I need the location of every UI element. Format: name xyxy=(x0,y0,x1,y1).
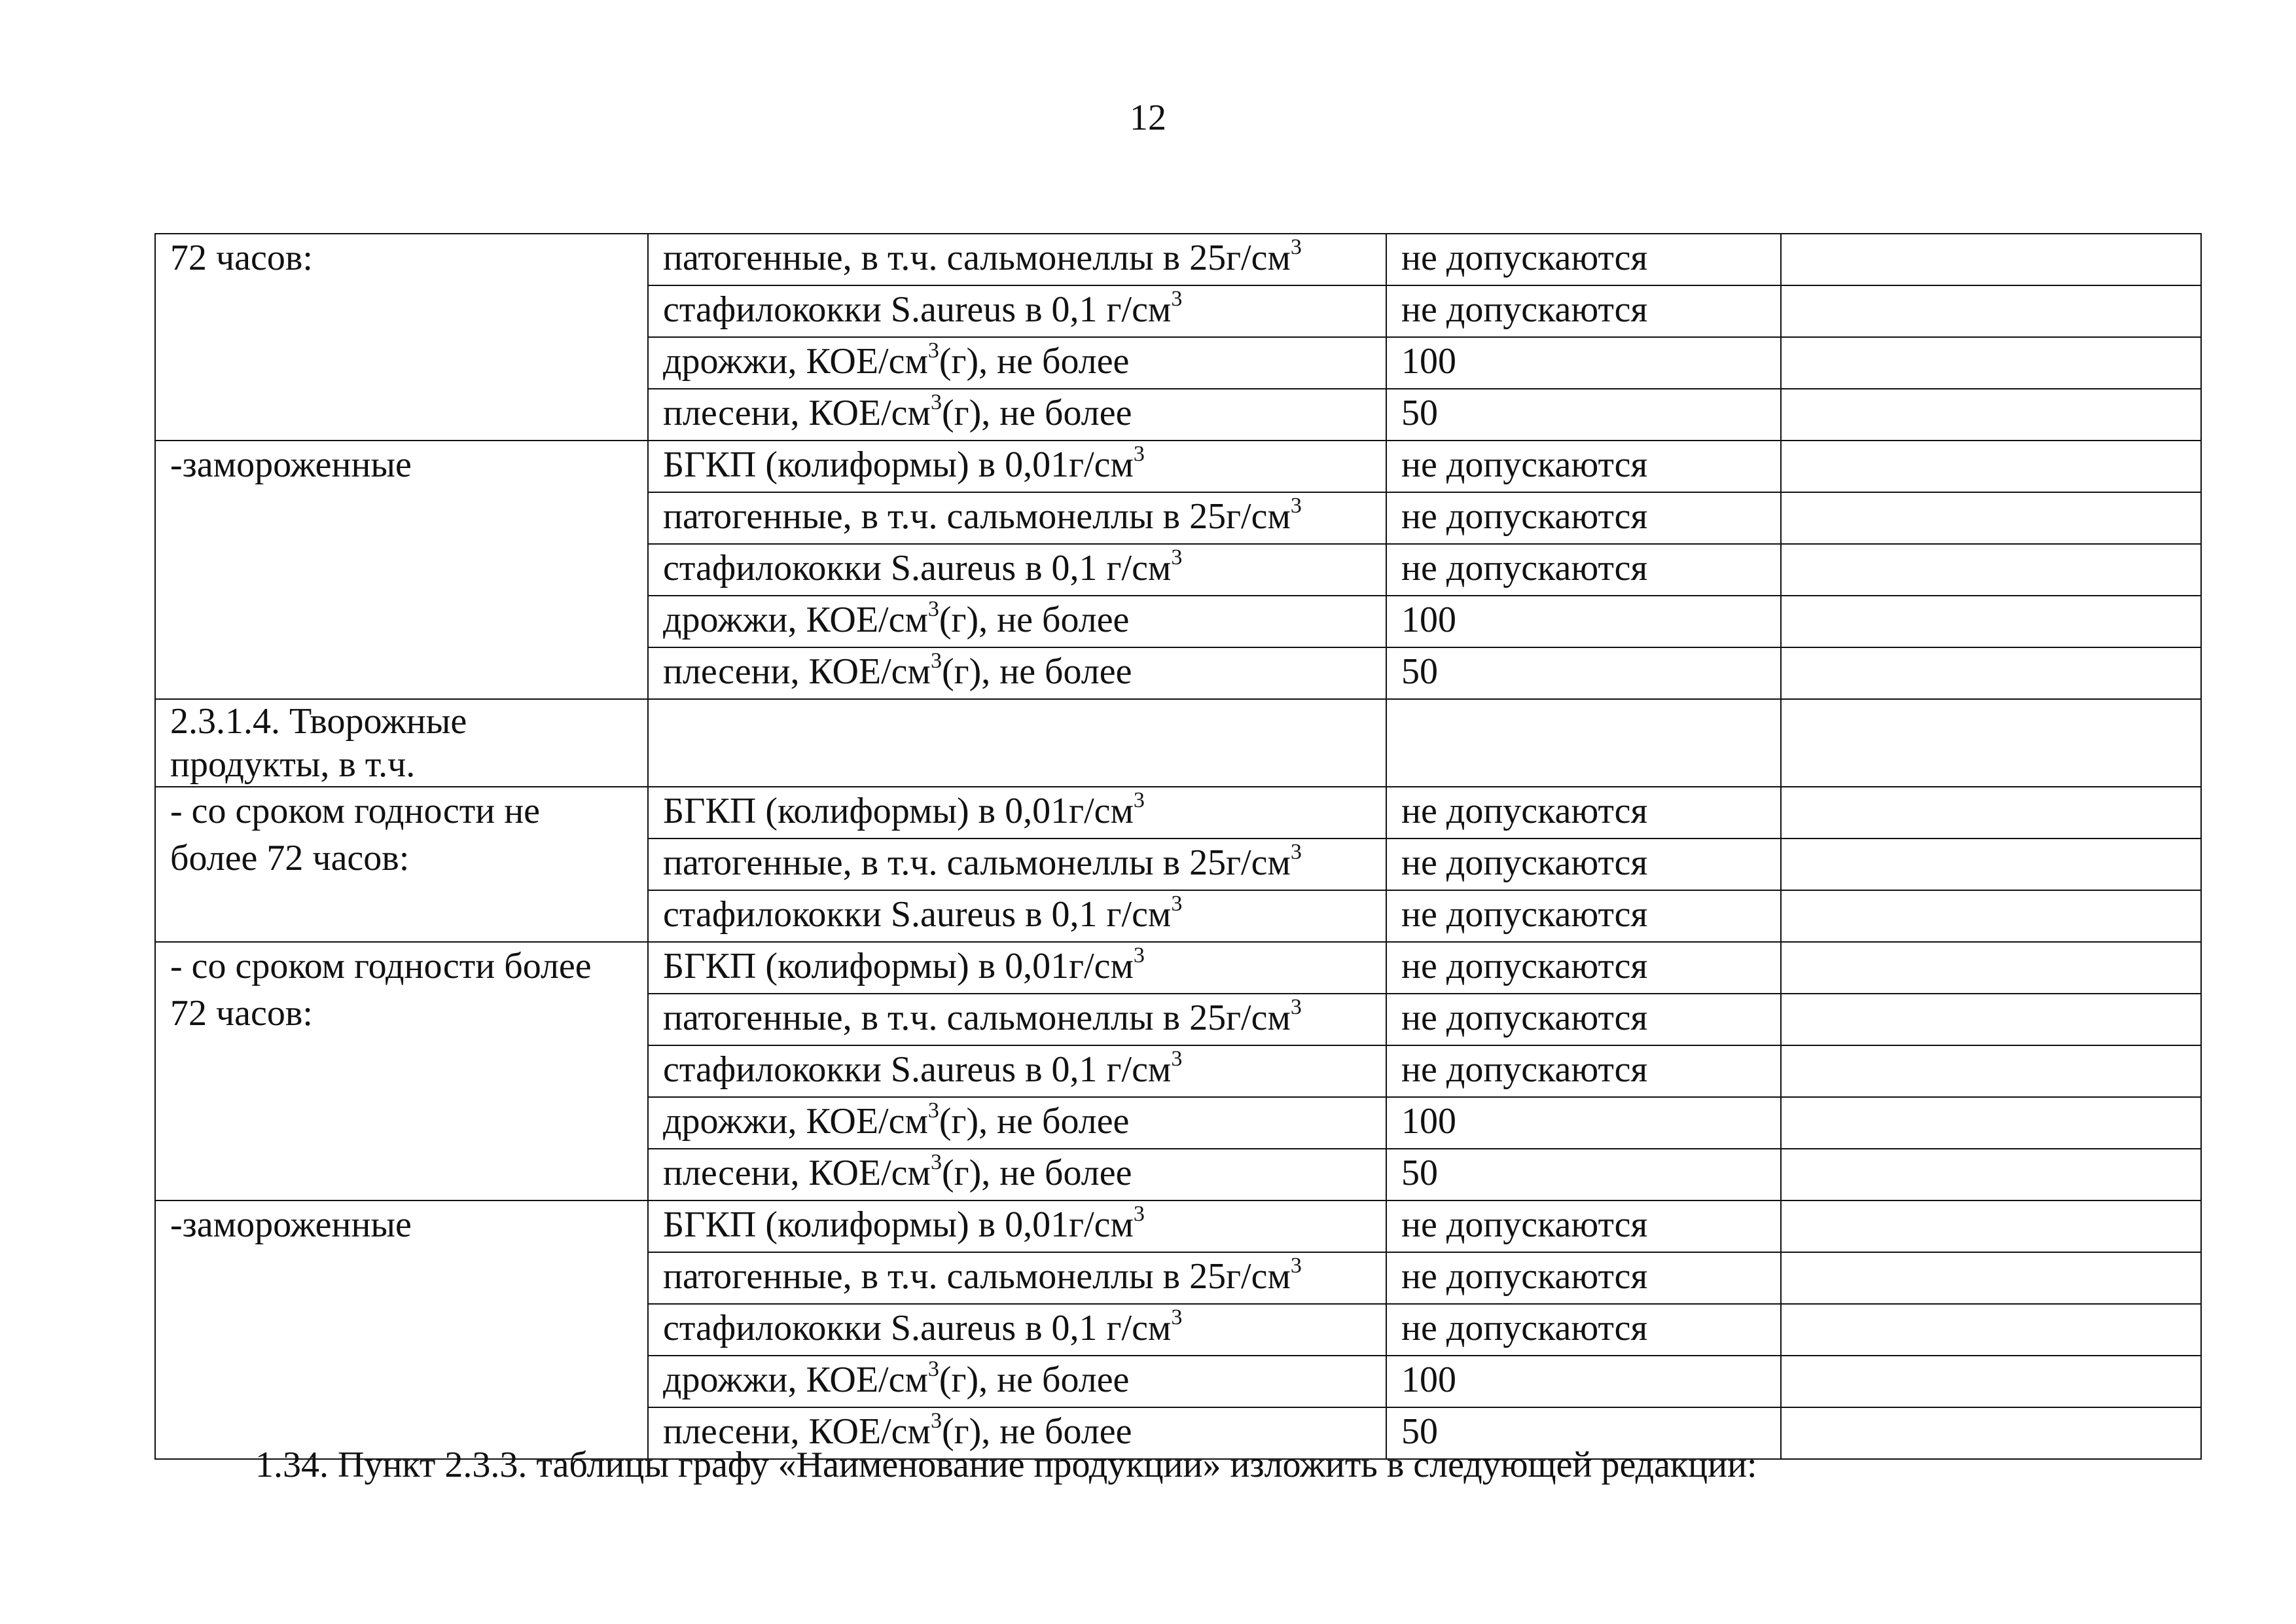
note-cell xyxy=(1781,647,2201,699)
product-cell: - со сроком годности не более 72 часов: xyxy=(155,787,648,942)
note-cell xyxy=(1781,890,2201,942)
indicator-suffix: (г), не более xyxy=(939,1360,1130,1400)
indicator-cell xyxy=(648,389,1386,441)
note-cell xyxy=(1781,234,2201,285)
norm-cell: не допускаются xyxy=(1386,441,1781,492)
note-cell xyxy=(1781,1097,2201,1149)
indicator-cell xyxy=(648,544,1386,596)
indicator-text: стафилококки S.aureus в 0,1 г/см xyxy=(663,289,1172,330)
unit-exponent: 3 xyxy=(930,649,942,674)
unit-exponent: 3 xyxy=(1290,494,1302,518)
indicator-suffix: (г), не более xyxy=(941,393,1132,433)
unit-exponent: 3 xyxy=(1133,943,1145,968)
norm-cell xyxy=(1386,699,1781,787)
indicator-suffix: (г), не более xyxy=(939,600,1130,640)
table-row xyxy=(155,234,2201,285)
unit-exponent: 3 xyxy=(930,1409,942,1434)
unit-exponent: 3 xyxy=(1133,442,1145,467)
product-cell: -замороженные xyxy=(155,1200,648,1459)
indicator-text: патогенные, в т.ч. сальмонеллы в 25г/см xyxy=(663,238,1291,278)
indicator-cell xyxy=(648,890,1386,942)
note-cell xyxy=(1781,596,2201,647)
indicator-cell xyxy=(648,285,1386,337)
unit-exponent: 3 xyxy=(930,1150,942,1175)
indicator-cell xyxy=(648,699,1386,787)
indicator-suffix: (г), не более xyxy=(939,341,1130,382)
unit-exponent: 3 xyxy=(927,597,939,622)
indicator-text: патогенные, в т.ч. сальмонеллы в 25г/см xyxy=(663,496,1291,537)
indicator-text: плесени, КОЕ/см xyxy=(663,651,931,692)
norm-cell: не допускаются xyxy=(1386,942,1781,994)
unit-exponent: 3 xyxy=(1171,545,1183,570)
norm-cell: не допускаются xyxy=(1386,234,1781,285)
indicator-suffix: (г), не более xyxy=(941,651,1132,692)
unit-exponent: 3 xyxy=(927,1098,939,1123)
note-cell xyxy=(1781,1304,2201,1356)
indicator-cell xyxy=(648,1356,1386,1407)
indicator-cell xyxy=(648,1045,1386,1097)
indicator-suffix: (г), не более xyxy=(941,1153,1132,1193)
indicator-suffix: (г), не более xyxy=(939,1101,1130,1142)
table-row xyxy=(155,699,2201,787)
table-body xyxy=(155,234,2201,1459)
amendment-paragraph: 1.34. Пункт 2.3.3. таблицы графу «Наименование продукции» изложить в следующей редакции: xyxy=(255,1445,1757,1485)
norm-cell: не допускаются xyxy=(1386,839,1781,890)
product-cell: -замороженные xyxy=(155,441,648,699)
indicator-cell xyxy=(648,1304,1386,1356)
norm-cell: 100 xyxy=(1386,1356,1781,1407)
norm-cell: не допускаются xyxy=(1386,285,1781,337)
unit-exponent: 3 xyxy=(1290,235,1302,260)
note-cell xyxy=(1781,544,2201,596)
indicator-cell xyxy=(648,942,1386,994)
table-row xyxy=(155,1200,2201,1252)
norm-cell: 50 xyxy=(1386,647,1781,699)
norm-cell: 50 xyxy=(1386,1407,1781,1459)
indicator-text: патогенные, в т.ч. сальмонеллы в 25г/см xyxy=(663,842,1291,883)
norm-cell: 100 xyxy=(1386,337,1781,389)
note-cell xyxy=(1781,1045,2201,1097)
indicator-text: дрожжи, КОЕ/см xyxy=(663,1101,928,1142)
note-cell xyxy=(1781,994,2201,1045)
indicator-text: дрожжи, КОЕ/см xyxy=(663,1360,928,1400)
indicator-text: БГКП (колиформы) в 0,01г/см xyxy=(663,791,1134,831)
norm-cell: не допускаются xyxy=(1386,492,1781,544)
indicator-cell xyxy=(648,492,1386,544)
norm-cell: не допускаются xyxy=(1386,890,1781,942)
indicator-text: патогенные, в т.ч. сальмонеллы в 25г/см xyxy=(663,998,1291,1038)
indicator-text: дрожжи, КОЕ/см xyxy=(663,341,928,382)
unit-exponent: 3 xyxy=(1290,1254,1302,1278)
note-cell xyxy=(1781,1356,2201,1407)
indicator-text: плесени, КОЕ/см xyxy=(663,1153,931,1193)
indicator-cell xyxy=(648,647,1386,699)
unit-exponent: 3 xyxy=(1171,892,1183,916)
note-cell xyxy=(1781,389,2201,441)
note-cell xyxy=(1781,699,2201,787)
unit-exponent: 3 xyxy=(927,1357,939,1382)
indicator-text: стафилококки S.aureus в 0,1 г/см xyxy=(663,894,1172,935)
note-cell xyxy=(1781,441,2201,492)
indicator-cell xyxy=(648,839,1386,890)
product-cell: 72 часов: xyxy=(155,234,648,441)
norm-cell: не допускаются xyxy=(1386,1200,1781,1252)
note-cell xyxy=(1781,1252,2201,1304)
norm-cell: не допускаются xyxy=(1386,787,1781,839)
note-cell xyxy=(1781,787,2201,839)
unit-exponent: 3 xyxy=(1290,995,1302,1020)
indicator-text: БГКП (колиформы) в 0,01г/см xyxy=(663,946,1134,986)
note-cell xyxy=(1781,839,2201,890)
norm-cell: не допускаются xyxy=(1386,1045,1781,1097)
page-number: 12 xyxy=(1130,98,1166,138)
indicator-text: БГКП (колиформы) в 0,01г/см xyxy=(663,444,1134,485)
indicator-text: стафилококки S.aureus в 0,1 г/см xyxy=(663,1308,1172,1348)
indicator-text: БГКП (колиформы) в 0,01г/см xyxy=(663,1204,1134,1245)
indicator-text: стафилококки S.aureus в 0,1 г/см xyxy=(663,1049,1172,1090)
norm-cell: 100 xyxy=(1386,1097,1781,1149)
norm-cell: не допускаются xyxy=(1386,994,1781,1045)
product-cell: 2.3.1.4. Творожные продукты, в т.ч. xyxy=(155,699,648,787)
note-cell xyxy=(1781,1200,2201,1252)
norm-cell: не допускаются xyxy=(1386,1252,1781,1304)
unit-exponent: 3 xyxy=(1171,1047,1183,1072)
unit-exponent: 3 xyxy=(1290,840,1302,865)
indicator-text: патогенные, в т.ч. сальмонеллы в 25г/см xyxy=(663,1256,1291,1297)
product-cell: - со сроком годности более 72 часов: xyxy=(155,942,648,1200)
table-row xyxy=(155,942,2201,994)
indicator-cell xyxy=(648,1097,1386,1149)
note-cell xyxy=(1781,1149,2201,1200)
norm-cell: 50 xyxy=(1386,1149,1781,1200)
note-cell xyxy=(1781,285,2201,337)
indicator-cell xyxy=(648,994,1386,1045)
indicator-text: стафилококки S.aureus в 0,1 г/см xyxy=(663,548,1172,588)
indicator-text: плесени, КОЕ/см xyxy=(663,393,931,433)
table-row xyxy=(155,441,2201,492)
unit-exponent: 3 xyxy=(1133,788,1145,813)
unit-exponent: 3 xyxy=(1133,1202,1145,1227)
unit-exponent: 3 xyxy=(927,338,939,363)
unit-exponent: 3 xyxy=(1171,287,1183,312)
norm-cell: 50 xyxy=(1386,389,1781,441)
indicator-cell xyxy=(648,441,1386,492)
norm-cell: не допускаются xyxy=(1386,544,1781,596)
norm-cell: 100 xyxy=(1386,596,1781,647)
indicator-cell xyxy=(648,234,1386,285)
indicator-text: дрожжи, КОЕ/см xyxy=(663,600,928,640)
unit-exponent: 3 xyxy=(930,390,942,415)
note-cell xyxy=(1781,492,2201,544)
microbiology-norms-table xyxy=(154,233,2202,1460)
norm-cell: не допускаются xyxy=(1386,1304,1781,1356)
indicator-cell xyxy=(648,787,1386,839)
indicator-suffix: (г), не более xyxy=(941,1411,1132,1452)
indicator-cell xyxy=(648,1200,1386,1252)
indicator-text: плесени, КОЕ/см xyxy=(663,1411,931,1452)
note-cell xyxy=(1781,337,2201,389)
table-row xyxy=(155,787,2201,839)
indicator-cell xyxy=(648,1252,1386,1304)
indicator-cell xyxy=(648,1149,1386,1200)
note-cell xyxy=(1781,942,2201,994)
indicator-cell xyxy=(648,337,1386,389)
unit-exponent: 3 xyxy=(1171,1305,1183,1330)
indicator-cell xyxy=(648,596,1386,647)
